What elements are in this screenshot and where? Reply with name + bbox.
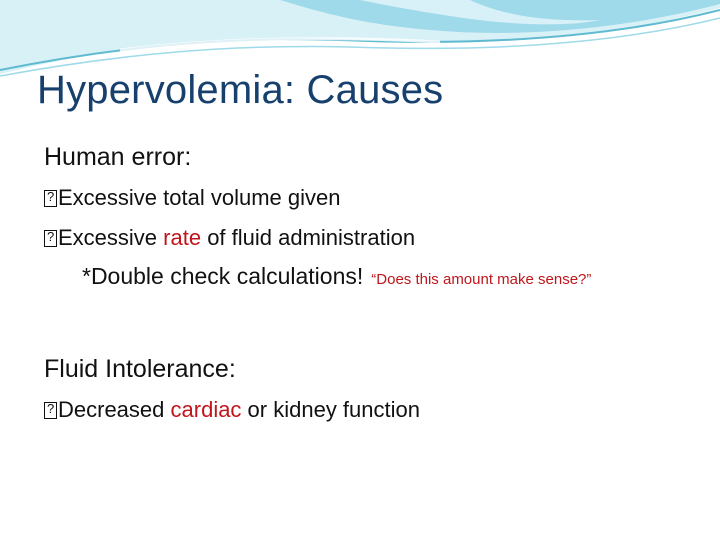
- note-quote: “Does this amount make sense?”: [371, 271, 592, 288]
- bullet-decreased-function: [44, 397, 420, 423]
- bullet-text-before: Excessive: [58, 225, 164, 250]
- bullet-box-icon: [44, 402, 57, 419]
- highlight-cardiac: cardiac: [170, 397, 242, 422]
- bullet-text-after: of fluid administration: [201, 225, 416, 250]
- calculation-note: [82, 263, 591, 290]
- slide-title: Hypervolemia: Causes: [37, 68, 444, 112]
- section-heading-fluid-intolerance: Fluid Intolerance:: [44, 355, 236, 383]
- bullet-text-before: Decreased: [58, 397, 171, 422]
- highlight-rate: rate: [163, 225, 202, 250]
- section-heading-human-error: Human error:: [44, 143, 192, 171]
- bullet-text-after: or kidney function: [241, 397, 420, 422]
- bullet-box-icon: [44, 230, 57, 247]
- bullet-box-icon: [44, 190, 57, 207]
- note-text: *Double check calculations!: [82, 263, 364, 289]
- bullet-text: Excessive total volume given: [58, 185, 341, 210]
- bullet-excessive-volume: [44, 185, 340, 211]
- bullet-excessive-rate: [44, 225, 415, 251]
